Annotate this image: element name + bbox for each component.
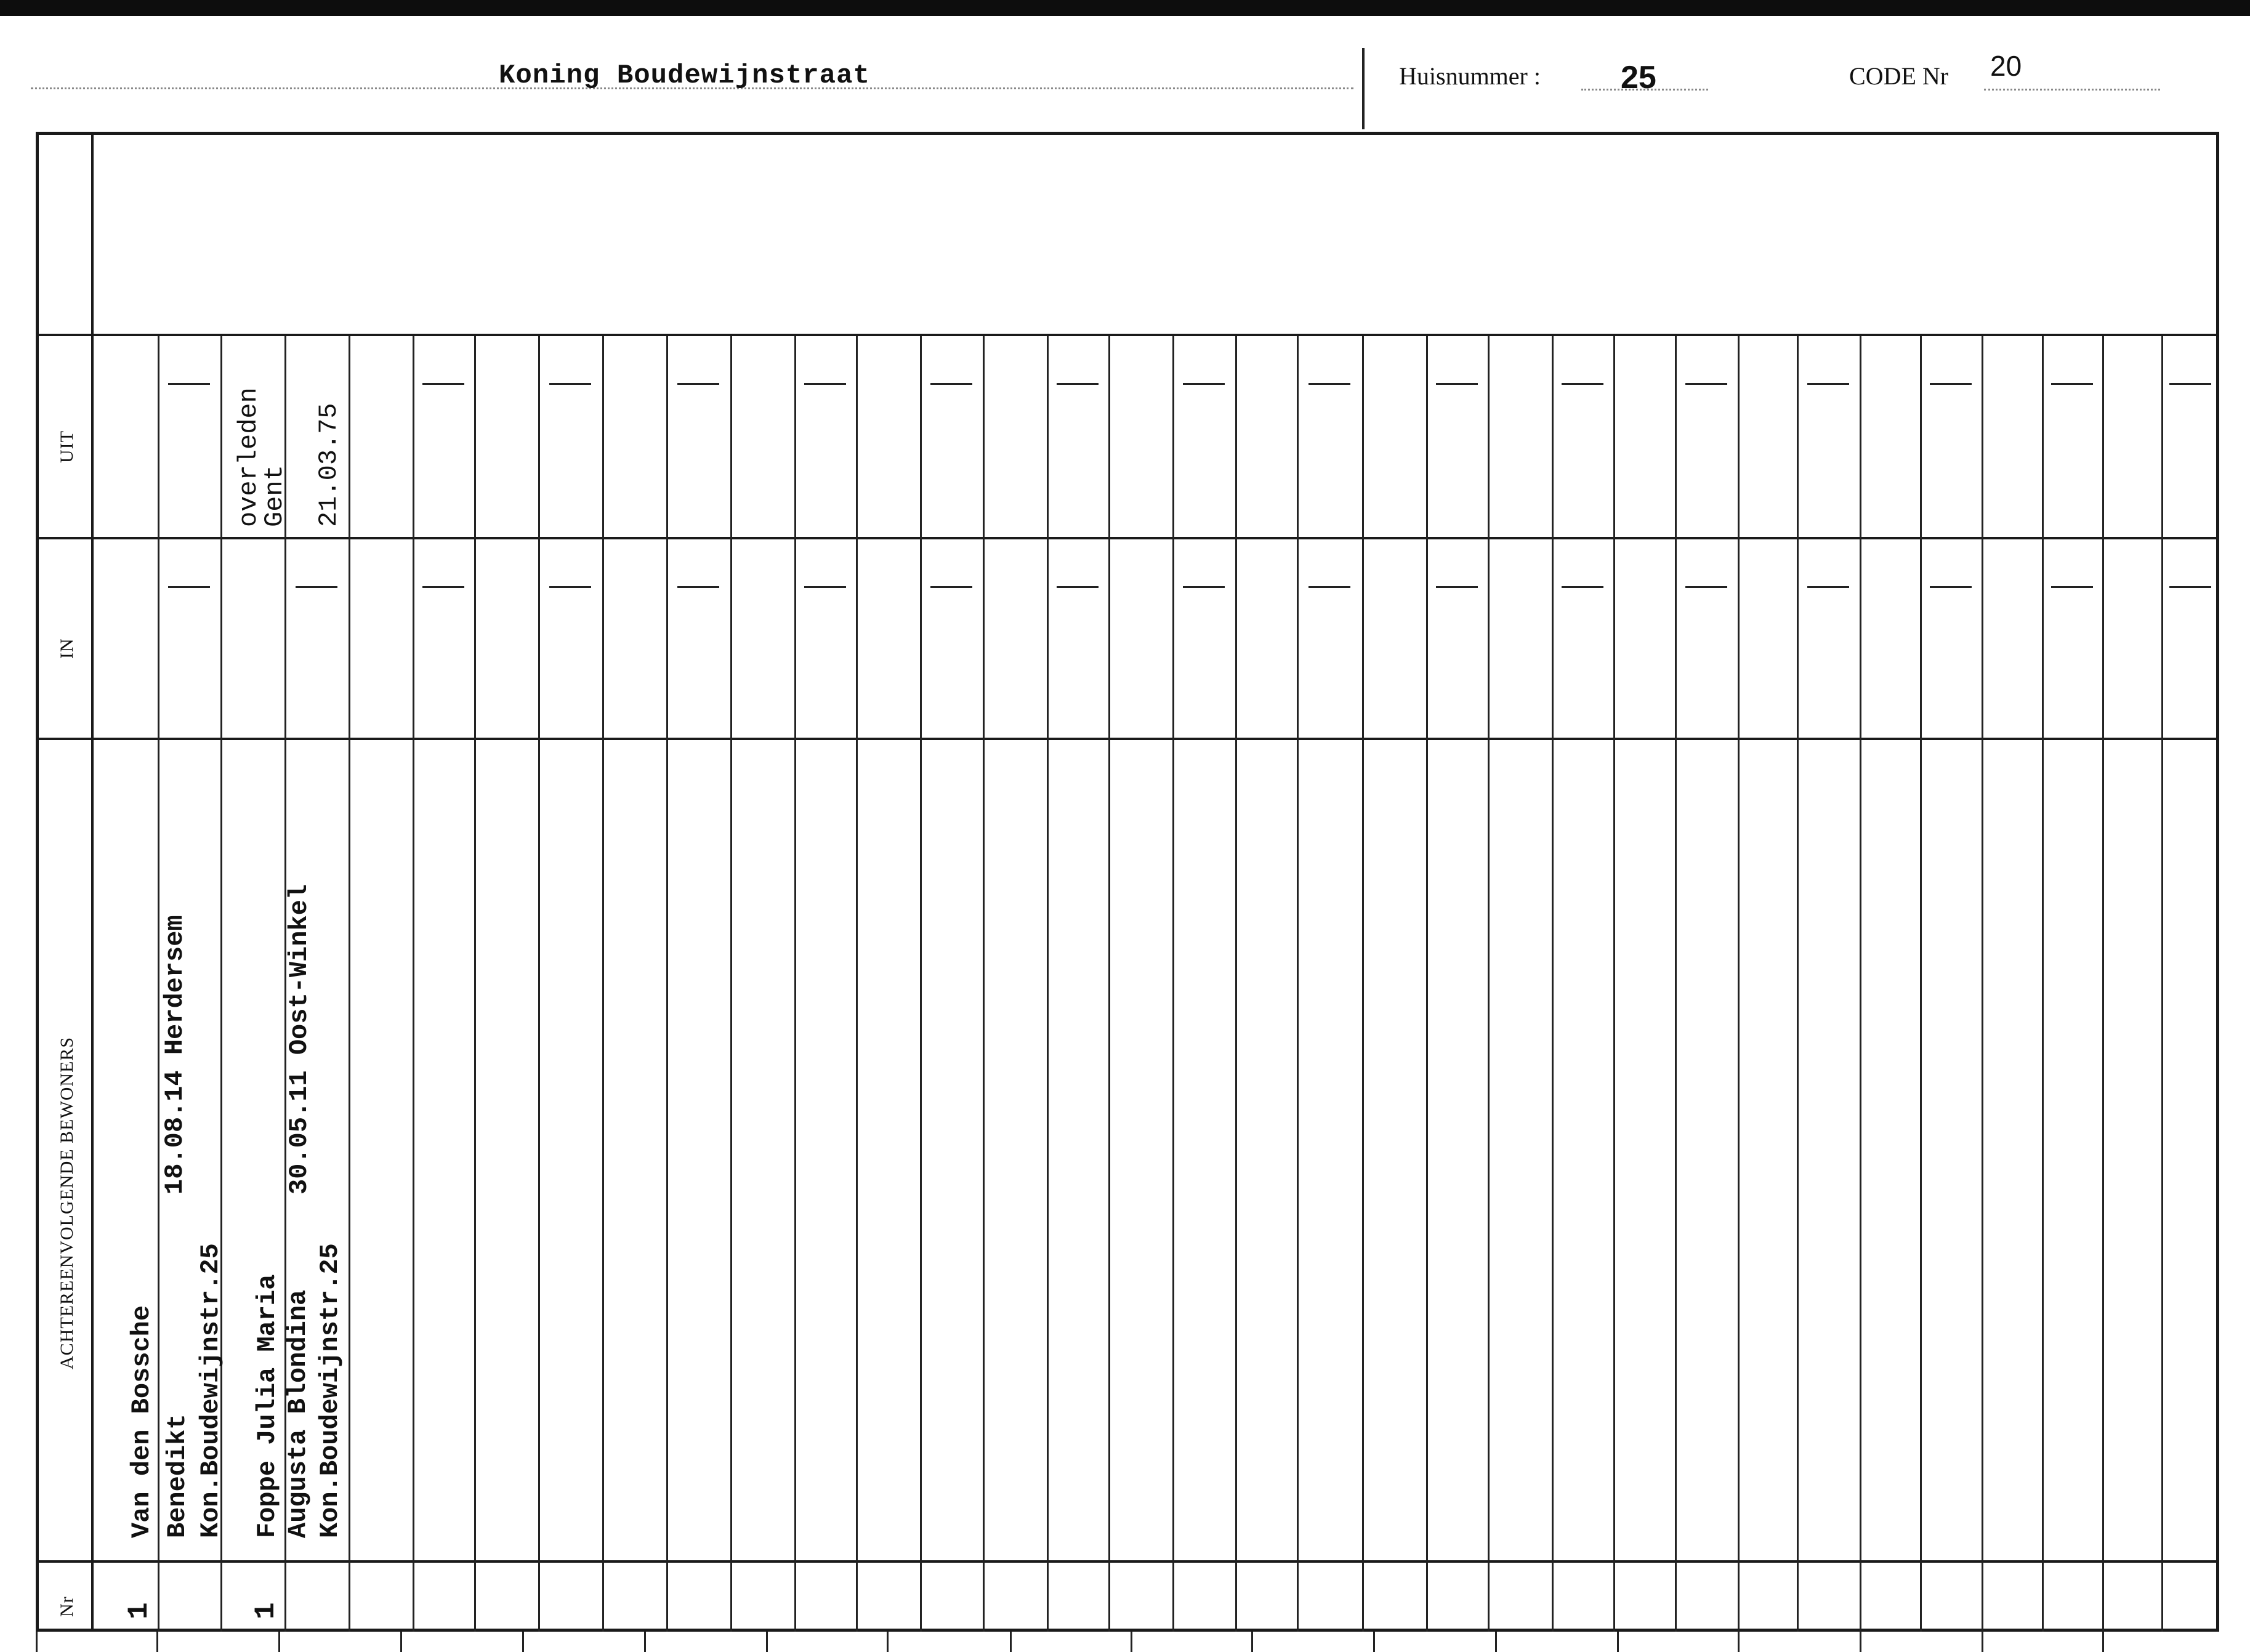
bottom-tick [1495,1632,1497,1652]
column-line [1613,336,1615,1632]
bottom-tick [644,1632,646,1652]
column-line [2161,336,2163,1632]
uit-dash [1807,383,1849,385]
bottom-tick [1617,1632,1619,1652]
column-line [2102,336,2104,1632]
resident-1-name-line2: Benedikt [163,1414,192,1538]
column-line [413,336,414,1632]
bottom-tick [1982,1632,1983,1652]
resident-1-name-line1: Van den Bossche [127,1305,156,1538]
uit-dash [549,383,591,385]
resident-2-nr: 1 [250,1602,282,1619]
remarks-divider [36,334,2219,336]
column-line [1297,336,1299,1632]
uit-dash [422,383,464,385]
column-line [794,336,796,1632]
bottom-tick [1373,1632,1375,1652]
bottom-tick [1010,1632,1012,1652]
column-line [474,336,476,1632]
house-number-value: 25 [1621,60,1656,95]
street-name: Koning Boudewijnstraat [499,60,870,91]
column-line [2042,336,2044,1632]
bottom-tick [1131,1632,1132,1652]
column-line [1108,336,1110,1632]
in-dash [422,586,464,588]
column-line [1362,336,1364,1632]
resident-2-birth: 30.05.11 Oost-Winkel [284,884,314,1195]
uit-dash [1308,383,1350,385]
column-line [1047,336,1049,1632]
column-line [538,336,540,1632]
bottom-tick [156,1632,158,1652]
resident-2-name-line2: Augusta Blondina [283,1289,313,1538]
row-label-in: IN [57,638,77,659]
bottom-tick [2102,1632,2104,1652]
in-dash [677,586,719,588]
in-dash [1685,586,1727,588]
uit-dash [1930,383,1972,385]
column-line [1982,336,1983,1632]
bottom-tick [400,1632,402,1652]
in-dash [549,586,591,588]
column-line [983,336,985,1632]
uit-dash [1436,383,1478,385]
uit-dash [168,383,210,385]
column-line [602,336,604,1632]
bottom-tick [36,1632,38,1652]
resident-2-uit-line1: overleden [234,387,264,527]
header-divider [1362,48,1365,129]
uit-dash [804,383,846,385]
in-dash [296,586,337,588]
uit-dash [1183,383,1225,385]
column-line [1235,336,1237,1632]
house-number-label: Huisnummer : [1399,62,1541,90]
in-dash [1930,586,1972,588]
uit-dash [1057,383,1099,385]
uit-divider [36,537,2219,539]
uit-dash [677,383,719,385]
resident-1-address: Kon.Boudewijnstr.25 [196,1243,225,1538]
column-line [920,336,922,1632]
column-line [1797,336,1799,1632]
in-dash [1183,586,1225,588]
bottom-tick [278,1632,280,1652]
row-label-residents: ACHTEREENVOLGENDE BEWONERS [57,1036,77,1369]
in-dash [930,586,972,588]
uit-dash [2169,383,2211,385]
column-line [158,336,159,1632]
code-number-dotted-line [1984,89,2160,91]
in-dash [1308,586,1350,588]
row-label-nr: Nr [57,1596,77,1617]
in-dash [2051,586,2093,588]
column-line [1488,336,1490,1632]
resident-2-uit-line2: Gent [260,465,289,527]
resident-2-address: Kon.Boudewijnstr.25 [315,1243,345,1538]
column-line [1552,336,1554,1632]
register-form [36,132,2219,1632]
bottom-tick [1860,1632,1861,1652]
in-dash [1057,586,1099,588]
column-line [1738,336,1740,1632]
resident-1-nr: 1 [123,1602,155,1619]
column-line [856,336,858,1632]
in-dash [2169,586,2211,588]
top-border [0,0,2250,16]
uit-dash [2051,383,2093,385]
residents-divider [36,1560,2219,1563]
bottom-tick [1738,1632,1740,1652]
in-divider [36,738,2219,740]
resident-1-birth: 18.08.14 Herdersem [160,915,190,1195]
in-dash [804,586,846,588]
column-line [666,336,668,1632]
column-line [730,336,732,1632]
column-line [1426,336,1428,1632]
in-dash [168,586,210,588]
code-number-value: 20 [1990,50,2022,82]
bottom-tick [766,1632,768,1652]
resident-2-uit-date: 21.03.75 [314,403,344,527]
label-column-divider [91,134,94,1630]
column-line [1920,336,1922,1632]
in-dash [1562,586,1603,588]
bottom-tick [522,1632,524,1652]
column-line [349,336,350,1632]
in-dash [1436,586,1478,588]
uit-dash [1562,383,1603,385]
uit-dash [930,383,972,385]
bottom-tick [887,1632,889,1652]
column-line [1675,336,1677,1632]
row-label-uit: UIT [57,430,77,463]
column-line [1860,336,1861,1632]
in-dash [1807,586,1849,588]
column-line [1172,336,1174,1632]
bottom-tick [1251,1632,1253,1652]
uit-dash [1685,383,1727,385]
resident-2-name-line1: Foppe Julia Maria [252,1274,282,1538]
code-number-label: CODE Nr [1849,62,1949,90]
